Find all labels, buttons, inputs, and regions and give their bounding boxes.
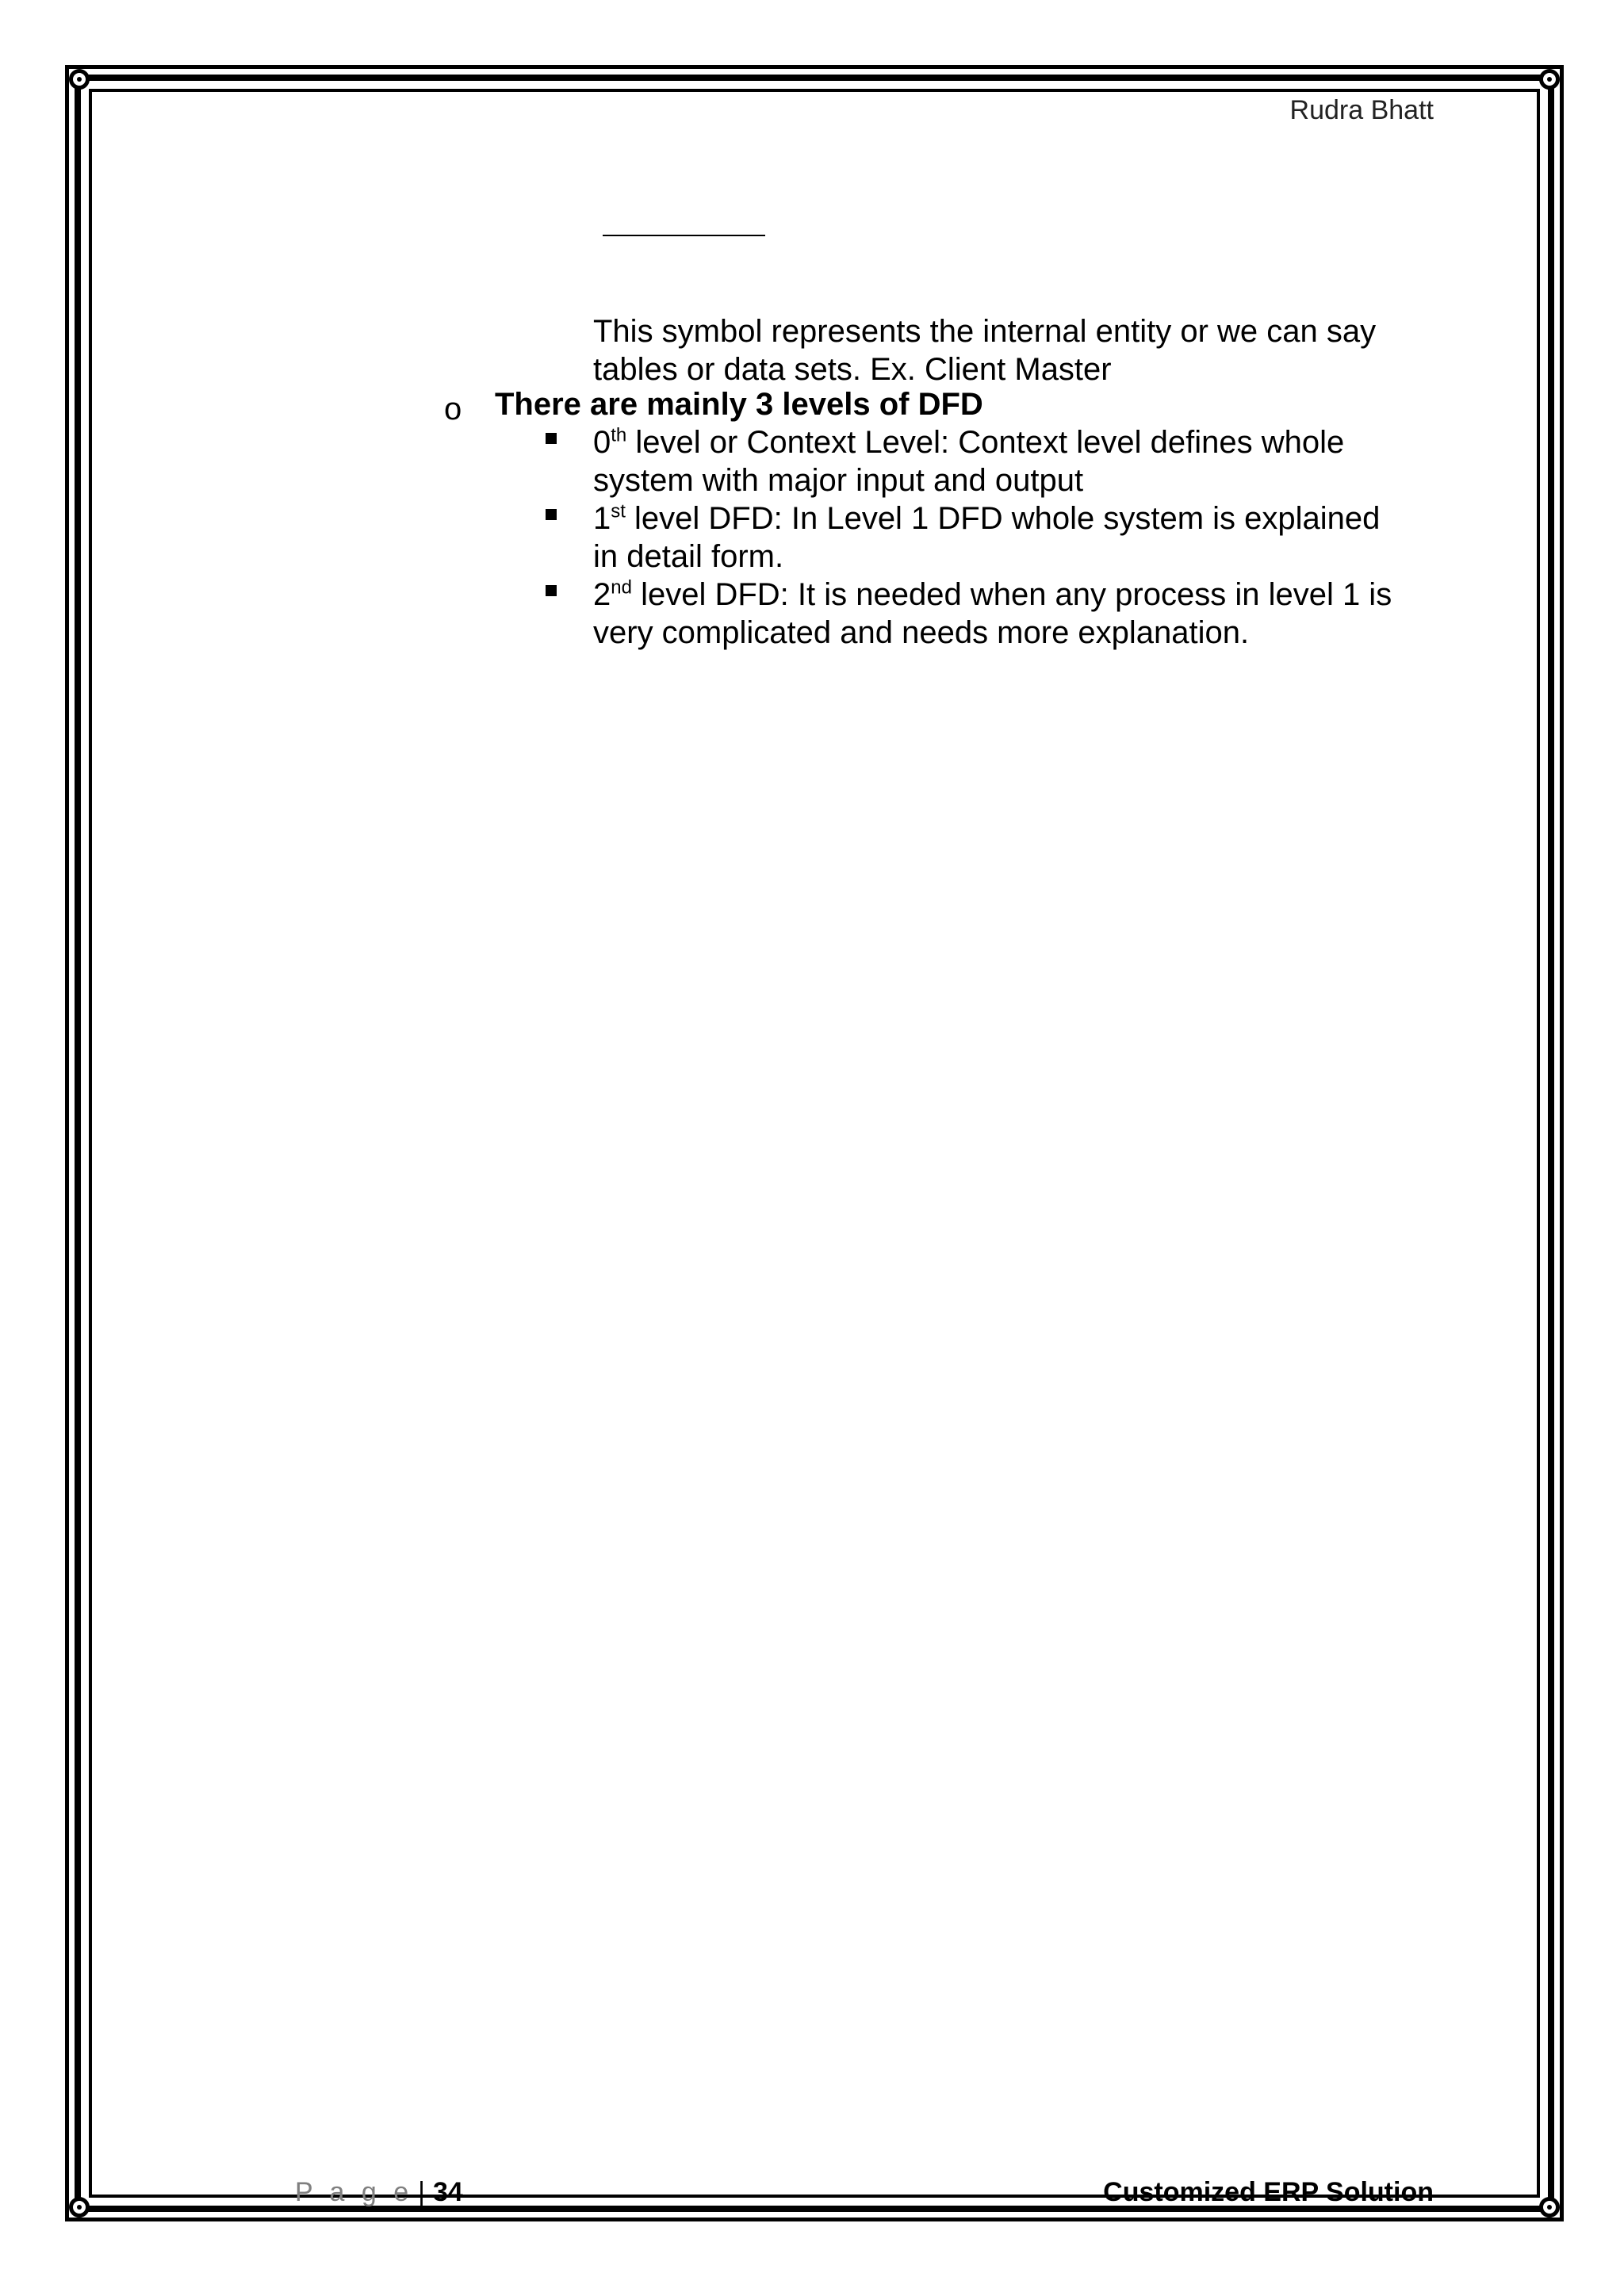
footer-separator: |: [418, 2177, 425, 2207]
list-item-text: level DFD: It is needed when any process in level 1 is: [631, 577, 1392, 612]
list-item-line: system with major input and output: [593, 463, 1084, 498]
footer-page-number: 34: [432, 2177, 463, 2207]
ordinal-suffix: st: [611, 500, 626, 522]
list-item-text: level DFD: In Level 1 DFD whole system is explained: [625, 501, 1381, 536]
list-item: [593, 576, 1450, 652]
square-bullet-icon: [546, 433, 557, 444]
header-author: Rudra Bhatt: [1289, 95, 1434, 125]
list-item: [593, 423, 1450, 499]
list-item-line: [593, 499, 1450, 538]
list-item-line: [593, 576, 1450, 614]
ordinal-suffix: nd: [611, 576, 632, 599]
list-item-line: in detail form.: [593, 539, 784, 574]
ordinal-suffix: th: [611, 424, 627, 446]
border-corner-ornament: [69, 69, 90, 90]
level-number: 0: [593, 425, 611, 460]
border-corner-ornament: [69, 2197, 90, 2218]
intro-paragraph: [593, 312, 1450, 388]
list-item-text: level or Context Level: Context level defines whole: [626, 425, 1345, 460]
border-corner-ornament: [1539, 2197, 1560, 2218]
list-item-line: [593, 423, 1450, 461]
square-bullet-icon: [546, 509, 557, 520]
footer-doc-title: Customized ERP Solution: [1103, 2177, 1434, 2207]
list-item: [593, 499, 1450, 576]
section-heading: There are mainly 3 levels of DFD: [495, 387, 983, 422]
border-corner-ornament: [1539, 69, 1560, 90]
footer-page-indicator: [295, 2177, 463, 2208]
underline-rule: [603, 235, 765, 236]
level-number: 2: [593, 577, 611, 612]
level-number: 1: [593, 501, 611, 536]
intro-line: tables or data sets. Ex. Client Master: [593, 352, 1112, 387]
footer-page-label: P a g e: [295, 2177, 414, 2207]
circle-bullet: o: [444, 392, 462, 427]
list-item-line: very complicated and needs more explanation.: [593, 615, 1250, 650]
square-bullet-icon: [546, 585, 557, 596]
intro-line: This symbol represents the internal entity or we can say: [593, 314, 1377, 349]
